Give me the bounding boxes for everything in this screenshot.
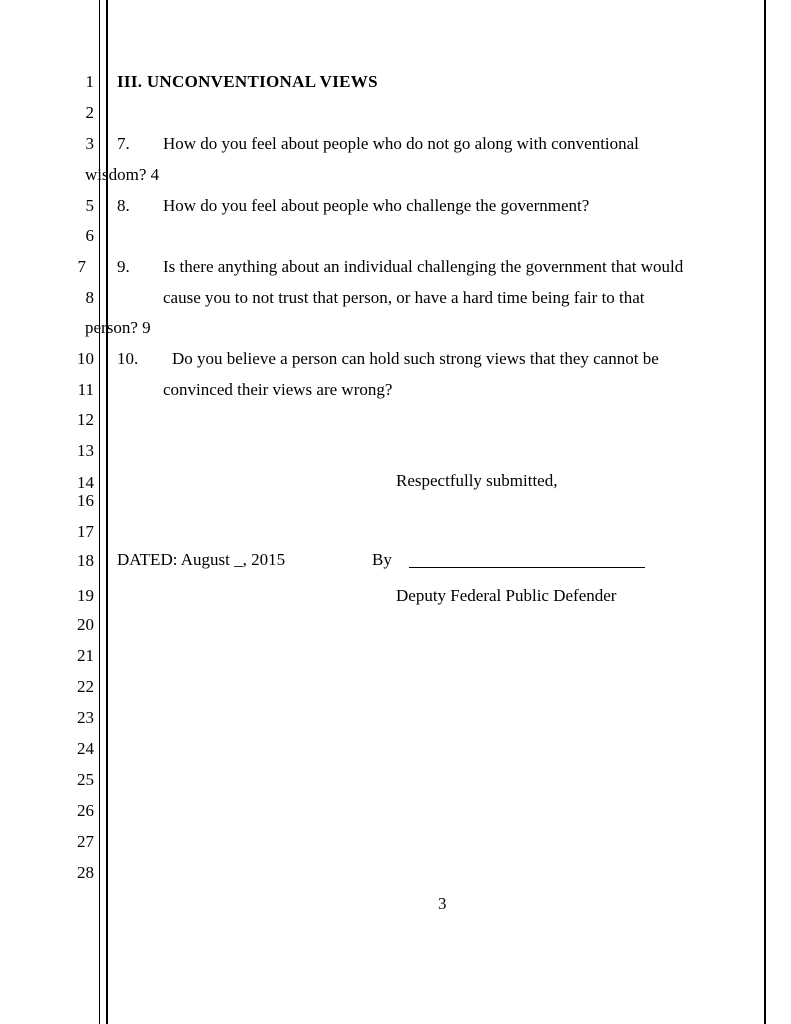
line-number: 8	[85, 288, 94, 307]
line-number: 12	[77, 410, 94, 429]
question-number: 8.	[117, 196, 130, 215]
question-text-line-2: cause you to not trust that person, or have a hard time being fair to that	[163, 288, 645, 307]
line-number: 6	[85, 226, 94, 245]
line-number: 13	[77, 441, 94, 460]
right-margin-rule	[764, 0, 766, 1024]
section-heading: III. UNCONVENTIONAL VIEWS	[117, 72, 378, 91]
line-number: 25	[77, 770, 94, 789]
left-margin-rule-outer	[99, 0, 100, 1024]
line-number: 3	[85, 134, 94, 153]
signature-line	[409, 567, 645, 568]
question-text: Do you believe a person can hold such strong views that they cannot be	[172, 349, 659, 368]
question-text-line-2: convinced their views are wrong?	[163, 380, 393, 399]
question-text: Is there anything about an individual challenging the government that would	[163, 257, 684, 276]
question-text: How do you feel about people who do not go along with conventional	[163, 134, 639, 153]
question-number: 7.	[117, 134, 130, 153]
line-number: 22	[77, 677, 94, 696]
question-number: 9.	[117, 257, 130, 276]
line-number: 26	[77, 801, 94, 820]
line-number: 16	[77, 491, 94, 510]
line-number: 19	[77, 586, 94, 605]
question-wrap-text: wisdom? 4	[85, 165, 160, 184]
page-number: 3	[438, 894, 447, 913]
line-number: 21	[77, 646, 94, 665]
line-number: 24	[77, 739, 94, 758]
dated-line: DATED: August _, 2015	[117, 550, 286, 569]
line-number: 28	[77, 863, 94, 882]
question-number: 10.	[117, 349, 139, 368]
line-number: 14	[77, 473, 94, 492]
line-number: 18	[77, 551, 94, 570]
left-margin-rule-inner	[106, 0, 108, 1024]
question-wrap-text: person? 9	[85, 318, 151, 337]
line-number: 17	[77, 522, 94, 541]
by-label: By	[372, 550, 392, 569]
line-number: 11	[77, 380, 94, 399]
line-number: 27	[77, 832, 94, 851]
line-number: 7	[77, 257, 86, 276]
question-text: How do you feel about people who challenge the government?	[163, 196, 590, 215]
line-number: 1	[85, 72, 94, 91]
respectfully-submitted: Respectfully submitted,	[396, 471, 558, 490]
signer-title: Deputy Federal Public Defender	[396, 586, 617, 605]
line-number: 5	[85, 196, 94, 215]
line-number: 10	[77, 349, 94, 368]
line-number: 2	[85, 103, 94, 122]
line-number: 23	[77, 708, 94, 727]
line-number: 20	[77, 615, 94, 634]
